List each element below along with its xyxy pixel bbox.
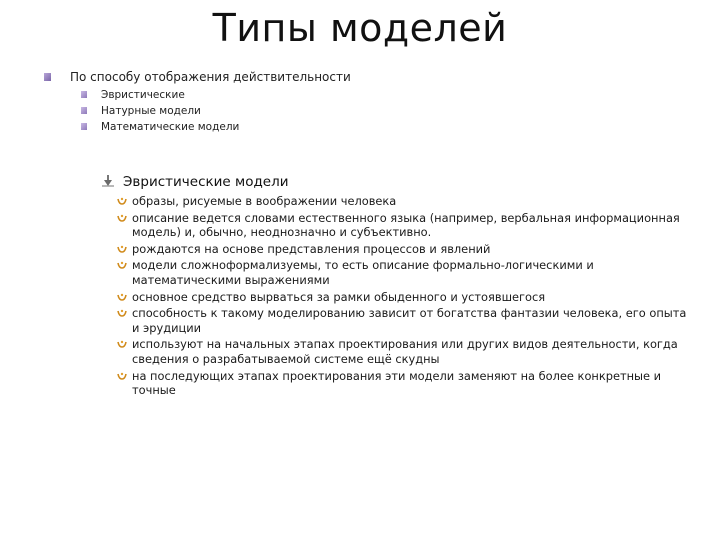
slide-title: Типы моделей: [212, 6, 508, 50]
list-item: [116, 306, 688, 335]
list-item-text: основное средство вырваться за рамки обыденного и устоявшегося: [132, 289, 546, 304]
square-bullet-icon: [81, 123, 87, 130]
list-item-text: описание ведется словами естественного языка (например, вербальная информационная модель) и, обычно, неоднозначно и субъективно.: [132, 210, 680, 240]
sub-bullet-item: [81, 87, 684, 103]
list-item-text: модели сложноформализуемы, то есть описание формально-логическими и математическими выражениями: [132, 258, 594, 287]
section-item-list: [116, 194, 688, 398]
sub-bullet-item: [81, 119, 684, 135]
list-item-text: используют на начальных этапах проектирования или других видов деятельности, когда сведения о разрабатываемой системе ещё скудны: [132, 337, 678, 366]
list-item-text: на последующих этапах проектирования эти модели заменяют на более конкретные и точные: [132, 368, 662, 398]
list-item: [116, 194, 688, 209]
arrow-bullet-icon: [102, 175, 114, 187]
bullet-level1: [44, 70, 684, 85]
hook-bullet-icon: [117, 244, 127, 254]
hook-bullet-icon: [117, 292, 127, 302]
sub-bullet-text: Математические модели: [101, 121, 240, 133]
sub-bullet-list: [81, 87, 684, 135]
list-item: [116, 211, 688, 240]
sub-bullet-text: Натурные модели: [101, 105, 201, 117]
list-item: [116, 290, 688, 305]
list-item: [116, 369, 688, 398]
section-heading-text: Эвристические модели: [123, 174, 289, 190]
hook-bullet-icon: [117, 308, 127, 318]
square-bullet-icon: [81, 91, 87, 98]
hook-bullet-icon: [117, 196, 127, 206]
hook-bullet-icon: [117, 371, 127, 381]
list-item: [116, 242, 688, 257]
square-bullet-icon: [44, 73, 51, 81]
section-heading: [98, 172, 688, 192]
heuristic-models-section: [98, 172, 688, 400]
top-bullet-list: [44, 70, 684, 135]
hook-bullet-icon: [117, 213, 127, 223]
sub-bullet-text: Эвристические: [101, 89, 185, 101]
list-item: [116, 258, 688, 287]
hook-bullet-icon: [117, 260, 127, 270]
square-bullet-icon: [81, 107, 87, 114]
sub-bullet-item: [81, 103, 684, 119]
list-item-text: способность к такому моделированию зависит от богатства фантазии человека, его опыта и эрудиции: [132, 306, 687, 335]
bullet-level1-text: По способу отображения действительности: [70, 70, 351, 84]
list-item-text: рождаются на основе представления процессов и явлений: [132, 241, 491, 256]
list-item: [116, 337, 688, 366]
hook-bullet-icon: [117, 339, 127, 349]
list-item-text: образы, рисуемые в воображении человека: [132, 194, 397, 208]
